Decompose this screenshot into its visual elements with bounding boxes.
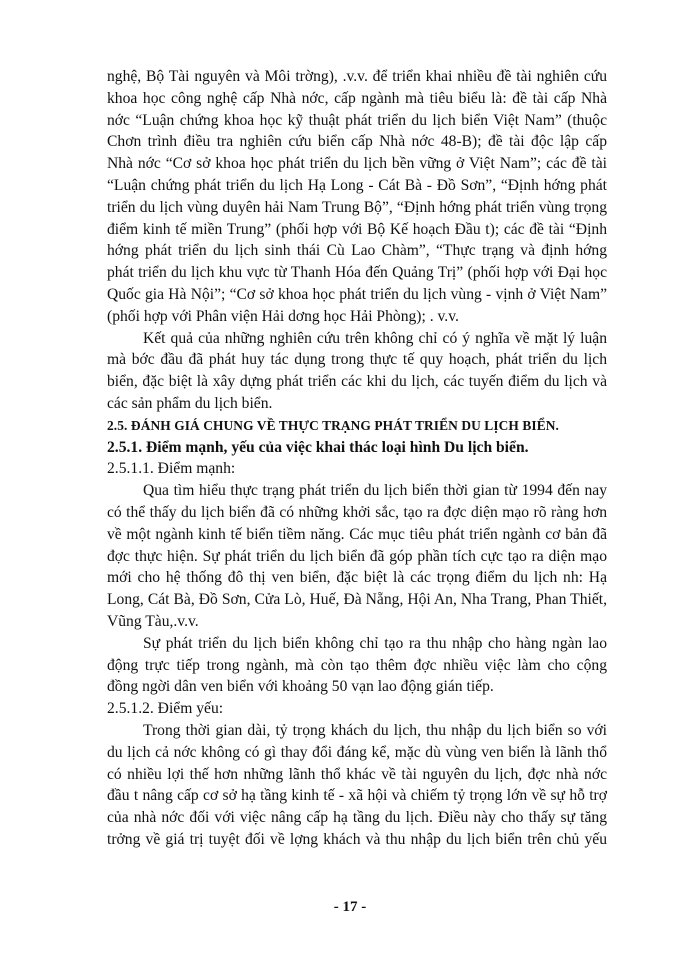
page-number: - 17 - bbox=[333, 899, 367, 915]
text-line: Chơn trình điều tra nghiên cứu biển cấp Nhà nớc 48-B); đề tài độc lập cấp bbox=[107, 133, 607, 151]
text-line: 2.5.1.2. Điểm yếu: bbox=[107, 700, 224, 718]
text-line: (phối hợp với Phân viện Hải dơng học Hải Phòng); . v.v. bbox=[107, 307, 459, 325]
text-line: Quốc gia Hà Nội”; “Cơ sở khoa học phát triển du lịch vùng - vịnh ở Việt Nam” bbox=[107, 285, 607, 303]
text-line: 2.5.1.1. Điểm mạnh: bbox=[107, 460, 236, 478]
text-line: 2.5.1. Điểm mạnh, yếu của việc khai thác loại hình Du lịch biển. bbox=[107, 438, 529, 456]
text-line: đầu t nâng cấp cơ sở hạ tầng kinh tế - xã hội và chiếm tỷ trọng lớn về sự hỗ trợ bbox=[107, 787, 607, 805]
document-body bbox=[107, 66, 607, 851]
text-line: đợc thực hiện. Sự phát triển du lịch biển đã góp phần tích cực tạo ra diện mạo bbox=[107, 547, 607, 565]
text-line: Nhà nớc “Cơ sở khoa học phát triển du lịch bền vững ở Việt Nam”; các đề tài bbox=[107, 155, 607, 173]
text-line: đồng ngời dân ven biển với khoảng 50 vạn lao động gián tiếp. bbox=[107, 678, 494, 696]
text-line: phát triển du lịch khu vực từ Thanh Hóa đến Quảng Trị” (phối hợp với Đại học bbox=[107, 264, 607, 282]
text-line: Sự phát triển du lịch biển không chỉ tạo ra thu nhập cho hàng ngàn lao bbox=[143, 634, 607, 652]
text-line: điểm kinh tế miền Trung” (phối hợp với Bộ Kế hoạch Đầu t); các đề tài “Định bbox=[107, 220, 607, 238]
text-line: hớng phát triển du lịch sinh thái Cù Lao Chàm”, “Thực trạng và định hớng bbox=[107, 242, 607, 260]
text-line: có nhiều lợi thế hơn những lãnh thổ khác về tài nguyên du lịch, đợc nhà nớc bbox=[107, 765, 607, 783]
text-line: Kết quả của những nghiên cứu trên không chỉ có ý nghĩa về mặt lý luận bbox=[143, 329, 607, 347]
text-line: Trong thời gian dài, tỷ trọng khách du lịch, thu nhập du lịch biển so với bbox=[143, 721, 607, 739]
text-line: Qua tìm hiểu thực trạng phát triển du lịch biển thời gian từ 1994 đến nay bbox=[143, 482, 607, 500]
text-line: nớc “Luận chứng khoa học kỹ thuật phát triển du lịch biển Việt Nam” (thuộc bbox=[107, 111, 607, 129]
text-line: mới cho hệ thống đô thị ven biển, đặc biệt là các trọng điểm du lịch nh: Hạ bbox=[107, 569, 607, 587]
text-line: 2.5. ĐÁNH GIÁ CHUNG VỀ THỰC TRẠNG PHÁT TRIỂN DU LỊCH BIỂN. bbox=[107, 417, 559, 433]
text-line: “Luận chứng phát triển du lịch Hạ Long - Cát Bà - Đồ Sơn”, “Định hớng phát bbox=[107, 176, 607, 194]
text-line: các sản phẩm du lịch biển. bbox=[107, 394, 273, 412]
text-line: biển, đặc biệt là xây dựng phát triển các khi du lịch, các tuyến điểm du lịch và bbox=[107, 373, 607, 391]
text-line: Long, Cát Bà, Đồ Sơn, Cửa Lò, Huế, Đà Nẵng, Hội An, Nha Trang, Phan Thiết, bbox=[107, 591, 607, 609]
text-line: Vũng Tàu,.v.v. bbox=[107, 612, 199, 630]
text-line: trởng về giá trị tuyệt đối về lợng khách và thu nhập du lịch biển trên chủ yếu bbox=[107, 830, 607, 848]
text-line: của nhà nớc đối với việc nâng cấp hạ tầng du lịch. Điều này cho thấy sự tăng bbox=[107, 809, 607, 827]
text-line: động trực tiếp trong ngành, mà còn tạo thêm đợc nhiều việc làm cho cộng bbox=[107, 656, 607, 674]
text-line: về một ngành kinh tế biển tiềm năng. Các mục tiêu phát triển ngành cơ bản đã bbox=[107, 525, 607, 543]
text-line: nghệ, Bộ Tài nguyên và Môi trờng), .v.v. để triển khai nhiều đề tài nghiên cứu bbox=[107, 68, 607, 85]
text-line: có thể thấy du lịch biển đã có những khởi sắc, tạo ra đợc diện mạo rõ ràng hơn bbox=[107, 503, 607, 521]
text-line: triển du lịch vùng duyên hải Nam Trung Bộ”, “Định hớng phát triển vùng trọng bbox=[107, 198, 607, 216]
text-line: khoa học công nghệ cấp Nhà nớc, cấp ngành mà tiêu biểu là: đề tài cấp Nhà bbox=[107, 89, 607, 107]
text-line: mà bớc đầu đã phát huy tác dụng trong thực tế quy hoạch, phát triển du lịch bbox=[107, 351, 607, 369]
text-line: du lịch cả nớc không có gì thay đổi đáng kể, mặc dù vùng ven biển là lãnh thổ bbox=[107, 743, 607, 761]
